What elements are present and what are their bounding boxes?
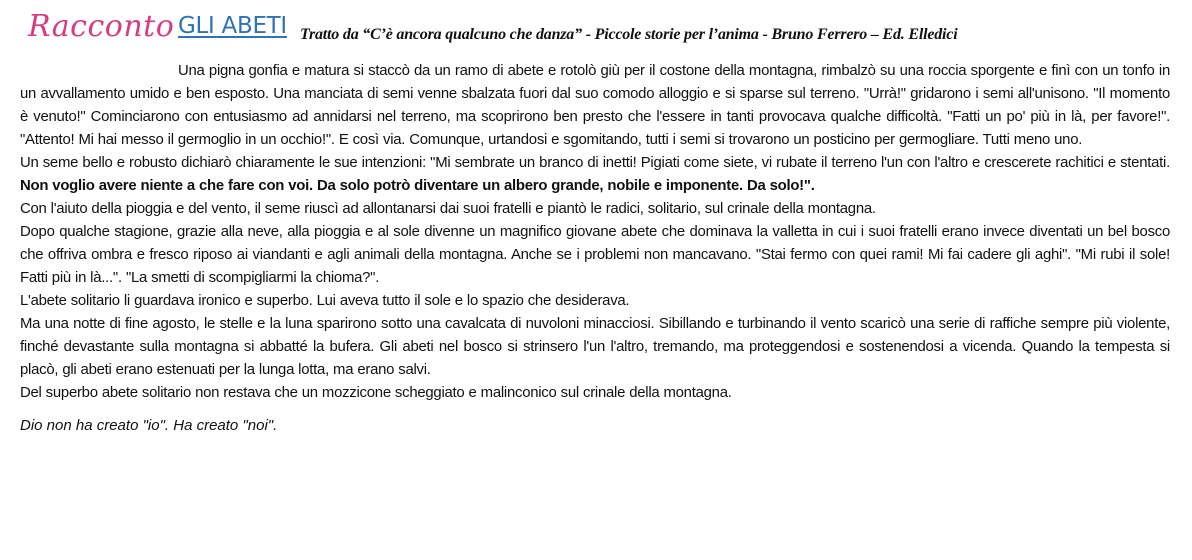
story-header [20, 8, 1170, 50]
story-paragraph-7: Del superbo abete solitario non restava che un mozzicone scheggiato e malinconico sul crinale della montagna. [20, 385, 732, 401]
genre-label: Racconto [28, 9, 175, 44]
story-paragraph-2-emphasis: Non voglio avere niente a che fare con voi. Da solo potrò diventare un albero grande, nobile e imponente. Da solo!". [20, 178, 815, 194]
story-paragraph-3: Con l'aiuto della pioggia e del vento, il seme riuscì ad allontanarsi dai suoi fratelli e piantò le radici, solitario, sul crinale della montagna. [20, 201, 876, 217]
story-paragraph-2 [20, 152, 1170, 198]
story-paragraph-2-intro: Un seme bello e robusto dichiarò chiaramente le sue intenzioni: "Mi sembrate un branco di inetti! Pigiati come siete, vi rubate il terreno l'un con l'altro e crescerete rachitici e stentati. [20, 155, 1170, 171]
story-paragraph-6: Ma una notte di fine agosto, le stelle e la luna sparirono sotto una cavalcata di nuvoloni minacciosi. Sibillando e turbinando il vento scaricò una serie di raffiche sempre più violente, finché devastante sulla montagna si abbatté la bufera. Gli abeti nel bosco si strinsero l'un l'altro, tremando, ma proteggendosi e sostenendosi a vicenda. Quando la tempesta si placò, gli abeti erano estenuati per la lunga lotta, ma erano salvi. [20, 316, 1170, 378]
document-page [20, 8, 1170, 435]
story-title-link[interactable]: GLI ABETI [178, 13, 287, 39]
story-paragraph-1: Una pigna gonfia e matura si staccò da un ramo di abete e rotolò giù per il costone della montagna, rimbalzò su una roccia sporgente e finì con un tonfo in un avvallamento umido e ben esposto. Una manciata di semi venne sbalzata fuori dal suo comodo alloggio e si sparse sul terreno. "Urrà!" gridarono i semi all'unisono. "Il momento è venuto!" Cominciarono con entusiasmo ad annidarsi nel terreno, ma scoprirono ben presto che l'essere in tanti provocava qualche difficoltà. "Fatti un po' più in là, per favore!". "Attento! Mi hai messo il germoglio in un occhio!". E così via. Comunque, urtandosi e sgomitando, tutti i semi si trovarono un posticino per germogliare. Tutti meno uno. [20, 63, 1170, 148]
story-body [20, 60, 1170, 405]
story-paragraph-4: Dopo qualche stagione, grazie alla neve, alla pioggia e al sole divenne un magnifico giovane abete che dominava la valletta in cui i suoi fratelli erano invece diventati un bel bosco che offriva ombra e fresco riposo ai viandanti e agli animali della montagna. Anche se i problemi non mancavano. "Stai fermo con quei rami! Mi fai cadere gli aghi". "Mi rubi il sole! Fatti più in là...". "La smetti di scompigliarmi la chioma?". [20, 224, 1170, 286]
story-moral: Dio non ha creato "io". Ha creato "noi". [20, 417, 278, 434]
story-paragraph-5: L'abete solitario li guardava ironico e superbo. Lui aveva tutto il sole e lo spazio che desiderava. [20, 293, 630, 309]
source-citation: Tratto da “C’è ancora qualcuno che danza” - Piccole storie per l’anima - Bruno Ferrero – Ed. Elledici [300, 26, 958, 43]
